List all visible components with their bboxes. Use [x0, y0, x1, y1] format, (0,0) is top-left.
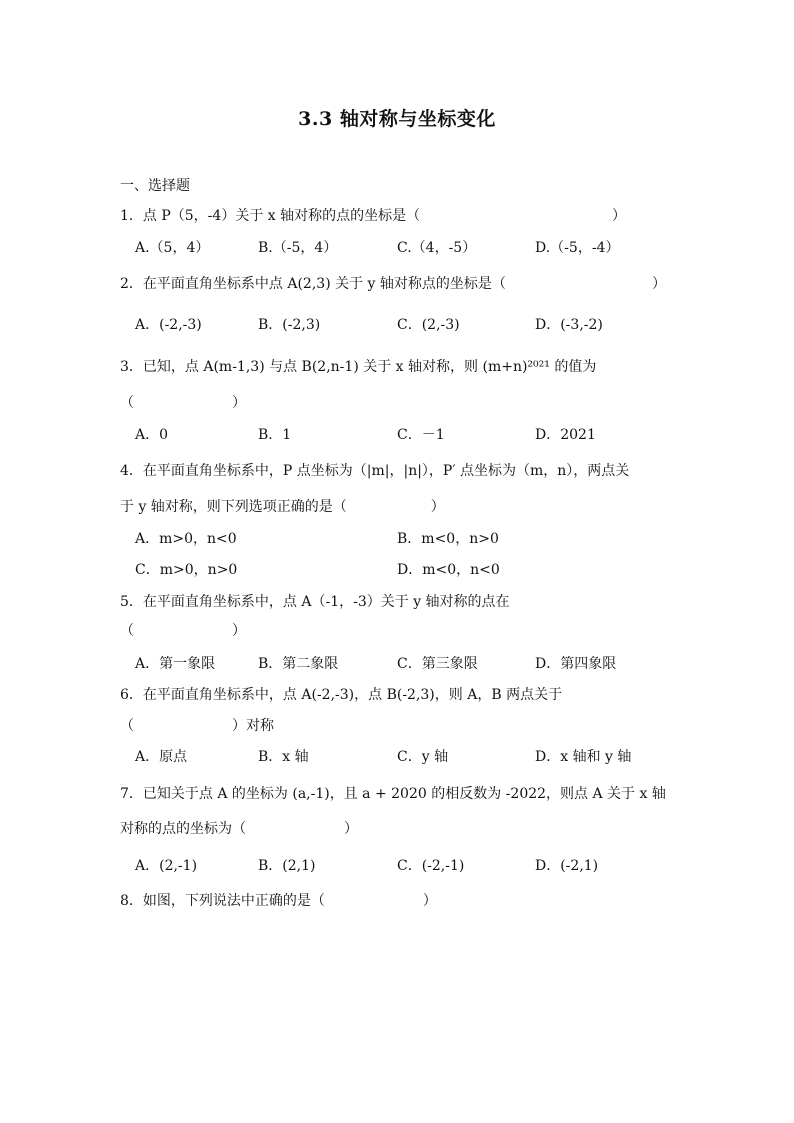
question-1-option-d: D.（-5，-4）	[535, 240, 620, 256]
question-7-option-c: C．(-2,-1)	[397, 858, 465, 874]
question-1-option-b: B.（-5，4）	[258, 240, 338, 256]
question-3-option-c: C．－1	[397, 427, 445, 443]
question-5-option-b: B．第二象限	[258, 656, 339, 672]
question-4-stem-line-2: 于 y 轴对称，则下列选项正确的是（ ）	[120, 499, 445, 515]
question-2-option-b: B．(-2,3)	[258, 317, 321, 333]
question-7-option-b: B．(2,1)	[258, 858, 316, 874]
question-7-option-a: A．(2,-1)	[135, 858, 198, 874]
question-4-option-a: A．m>0，n<0	[135, 531, 237, 547]
question-3-option-b: B．1	[258, 427, 292, 443]
question-3-option-a: A．0	[135, 427, 169, 443]
question-1-stem: 1．点 P（5，-4）关于 x 轴对称的点的坐标是（	[120, 208, 421, 224]
question-2-stem: 2．在平面直角坐标系中点 A(2,3) 关于 y 轴对称点的坐标是（	[120, 276, 506, 292]
question-3-answer-paren: （ ）	[120, 395, 246, 411]
question-4-option-b: B．m<0，n>0	[397, 531, 499, 547]
question-4-option-d: D．m<0，n<0	[397, 562, 500, 578]
question-1-option-a: A.（5，4）	[135, 240, 210, 256]
section-heading: 一、选择题	[120, 178, 190, 194]
question-3-option-d: D．2021	[535, 427, 596, 443]
question-6-stem: 6．在平面直角坐标系中，点 A(-2,-3)，点 B(-2,3)，则 A，B 两点关于	[120, 687, 563, 703]
page-title: 3.3 轴对称与坐标变化	[298, 108, 496, 130]
question-2-option-c: C．(2,-3)	[397, 317, 460, 333]
question-3-stem: 3．已知，点 A(m-1,3) 与点 B(2,n-1) 关于 x 轴对称，则 (m+n)²⁰²¹ 的值为	[120, 359, 597, 375]
question-4-option-c: C．m>0，n>0	[135, 562, 238, 578]
question-1	[120, 206, 420, 226]
question-1-close-paren: ）	[612, 208, 626, 224]
question-1-option-c: C.（4，-5）	[397, 240, 477, 256]
question-5-stem: 5．在平面直角坐标系中，点 A（-1，-3）关于 y 轴对称的点在	[120, 594, 510, 610]
question-2-option-a: A．(-2,-3)	[135, 317, 202, 333]
question-7-stem-line-2: 对称的点的坐标为（ ）	[120, 821, 358, 837]
question-6-option-b: B．x 轴	[258, 749, 309, 765]
question-2-close-paren: ）	[652, 276, 666, 292]
question-5-option-a: A．第一象限	[135, 656, 216, 672]
question-6-answer-paren: （ ）对称	[120, 718, 274, 734]
question-5-option-c: C．第三象限	[397, 656, 478, 672]
question-2-option-d: D．(-3,-2)	[535, 317, 603, 333]
question-6-option-d: D．x 轴和 y 轴	[535, 749, 632, 765]
question-5-option-d: D．第四象限	[535, 656, 617, 672]
question-8-stem: 8．如图，下列说法中正确的是（ ）	[120, 893, 437, 909]
question-4-stem-line-1: 4．在平面直角坐标系中，P 点坐标为（|m|，|n|），P′ 点坐标为（m，n），两点关	[120, 463, 630, 479]
question-7-option-d: D．(-2,1)	[535, 858, 599, 874]
question-6-option-c: C．y 轴	[397, 749, 449, 765]
question-6-option-a: A．原点	[135, 749, 188, 765]
question-5-answer-paren: （ ）	[120, 623, 246, 639]
question-7-stem-line-1: 7．已知关于点 A 的坐标为 (a,-1)，且 a + 2020 的相反数为 -2022，则点 A 关于 x 轴	[120, 786, 666, 802]
